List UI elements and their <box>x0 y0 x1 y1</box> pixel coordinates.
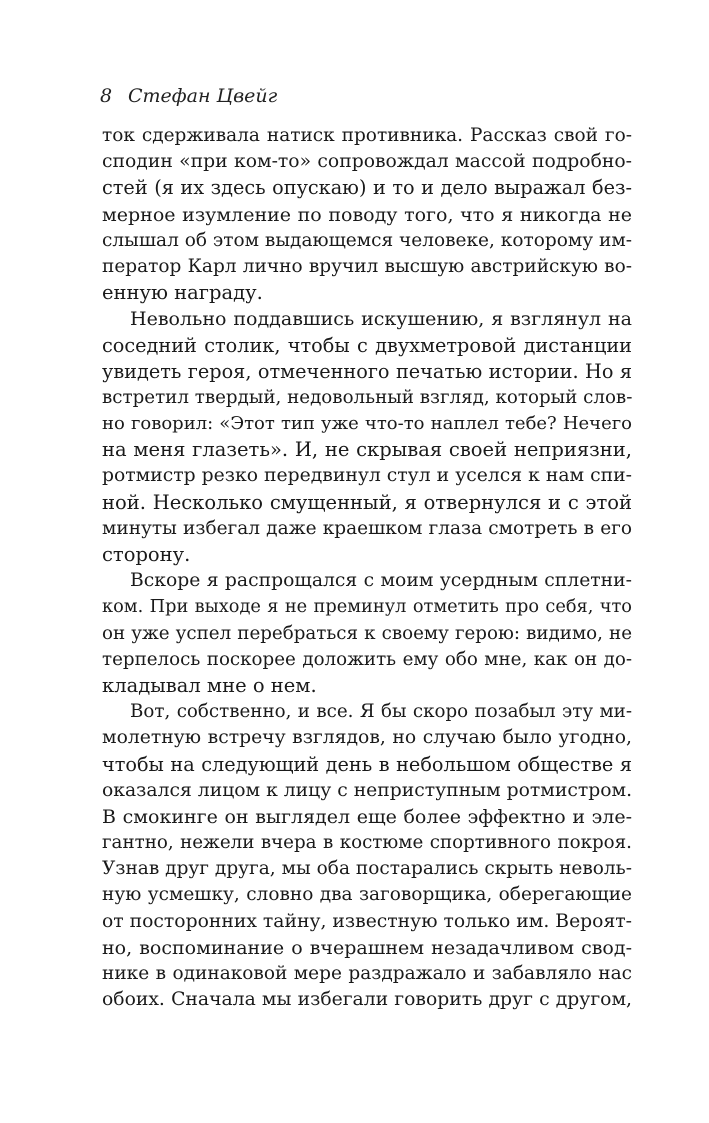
text-line: сторону. <box>102 543 191 566</box>
text-line: ток сдерживала натиск противника. Рассказ свой го- <box>102 125 632 146</box>
text-line: стей (я их здесь опускаю) и то и дело выражал без- <box>102 176 632 200</box>
text-line: ком. При выходе я не преминул отметить про себя, что <box>102 597 632 618</box>
text-line: Вскоре я распрощался с моим усердным сплетни- <box>130 570 632 592</box>
text-line: ператор Карл лично вручил высшую австрийскую во- <box>102 255 632 277</box>
text-line: обоих. Сначала мы избегали говорить друг с другом, <box>102 989 632 1011</box>
text-line: терпелось поскорее доложить ему обо мне, как он до- <box>102 648 632 670</box>
text-line: мерное изумление по поводу того, что я никогда не <box>102 203 632 226</box>
text-line: встретил твердый, недовольный взгляд, который слов- <box>102 386 633 408</box>
text-line: ной. Несколько смущенный, я отвернулся и с этой <box>102 490 632 514</box>
text-line: ротмистр резко передвинул стул и уселся к нам спи- <box>102 465 632 487</box>
text-line: на меня глазеть». И, не скрывая своей неприязни, <box>102 438 632 462</box>
text-line: чтобы на следующий день в небольшом обществе я <box>102 752 632 776</box>
text-line: Вот, собственно, и все. Я бы скоро позабыл эту ми- <box>130 701 632 723</box>
running-head <box>100 83 277 109</box>
text-line: Узнав друг друга, мы оба постарались скрыть неволь- <box>102 858 632 880</box>
text-line: но, воспоминание о вчерашнем незадачливом свод- <box>102 936 632 959</box>
text-line: Невольно поддавшись искушению, я взглянул на <box>130 308 632 331</box>
page-number: 8 <box>100 85 113 107</box>
text-line: ную усмешку, словно два заговорщика, оберегающие <box>102 884 632 906</box>
text-line: увидеть героя, отмеченного печатью истории. Но я <box>102 359 632 383</box>
text-line: молетную встречу взглядов, но случаю было угодно, <box>102 727 632 749</box>
text-line: сподин «при ком-то» сопровождал массой подробно- <box>102 151 632 173</box>
text-line: В смокинге он выглядел еще более эффектно и эле- <box>102 805 632 828</box>
text-line: нике в одинаковой мере раздражало и забавляло нас <box>102 963 632 984</box>
text-line: слышал об этом выдающемся человеке, которому им- <box>102 229 632 251</box>
running-head-author: Стефан Цвейг <box>128 85 278 107</box>
body-text <box>102 123 632 1013</box>
text-line: оказался лицом к лицу с неприступным ротмистром. <box>102 779 633 801</box>
text-line: минуты избегал даже краешком глаза смотреть в его <box>102 517 632 539</box>
text-line: но говорил: «Этот тип уже что-то наплел тебе? Нечего <box>102 413 632 435</box>
text-line: гантно, нежели вчера в костюме спортивного покроя. <box>102 832 632 854</box>
text-line: соседний столик, чтобы с двухметровой дистанции <box>102 333 632 357</box>
text-line: он уже успел перебраться к своему герою: видимо, не <box>102 622 632 644</box>
text-line: от посторонних тайну, известную только им. Вероят- <box>102 910 632 932</box>
text-line: кладывал мне о нем. <box>102 673 317 697</box>
text-line: енную награду. <box>102 281 263 305</box>
